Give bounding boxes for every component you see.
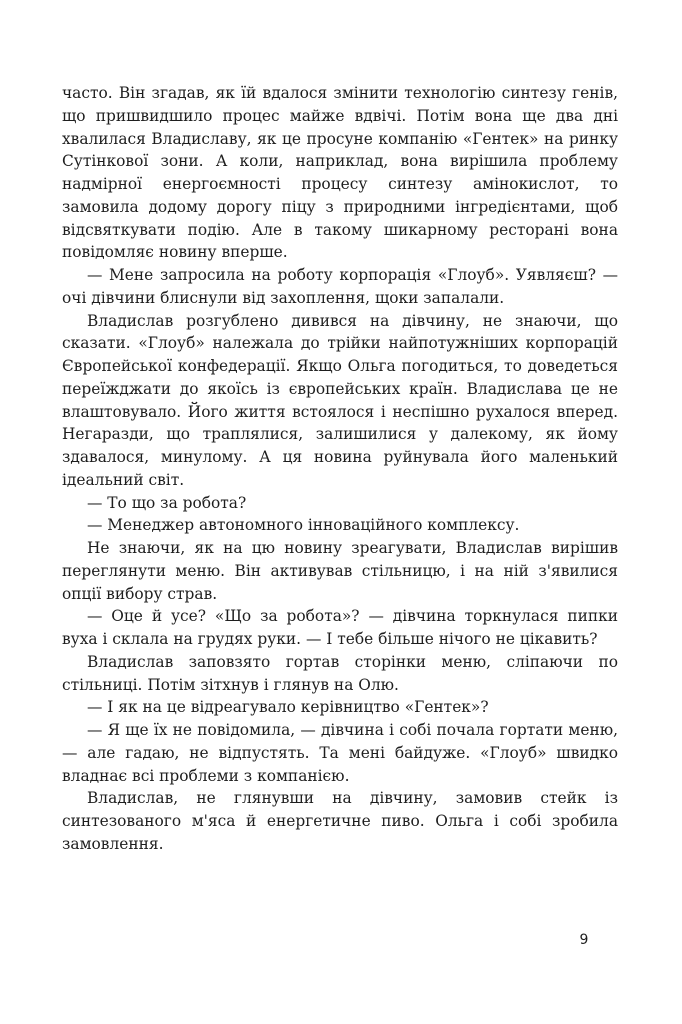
paragraph: часто. Він згадав, як їй вдалося змінити технологію синтезу генів, що пришвидшило процес майже вдвічі. Потім вона ще два дні хвалилася Владиславу, як це просуне компанію «Гентек» на ринку Сутінкової зони. А коли, наприклад, вона вирішила проблему надмірної енергоємності процесу синтезу амінокислот, то замовила додому дорогу піцу з природними інгредієнтами, щоб відсвяткувати подію. Але в такому шикарному ресторані вона повідомляє новину вперше. xyxy=(62,84,618,262)
paragraph: — То що за робота? xyxy=(87,493,247,512)
paragraph: — І як на це відреагувало керівництво «Гентек»? xyxy=(87,698,489,717)
paragraph: Владислав заповзято гортав сторінки меню, сліпаючи по стільниці. Потім зітхнув і глянув на Олю. xyxy=(62,652,618,694)
body-text xyxy=(62,82,618,856)
paragraph: Владислав, не глянувши на дівчину, замовив стейк із синтезованого м'яса й енергетичне пиво. Ольга і собі зробила замовлення. xyxy=(62,789,618,853)
paragraph: — Мене запросила на роботу корпорація «Глоуб». Уявляєш? — очі дівчини блиснули від захоплення, щоки запалали. xyxy=(62,266,618,307)
page-number: 9 xyxy=(579,932,589,948)
paragraph: Владислав розгублено дивився на дівчину, не знаючи, що сказати. «Глоуб» належала до трійки найпотужніших корпорацій Європейської конфедерації. Якщо Ольга погодиться, то доведеться переїжджати до якоїсь із європейських країн. Владислава це не влаштовувало. Його життя встоялося і неспішно рухалося вперед. Негаразди, що траплялися, залишилися у далекому, як йому здавалося, минулому. А ця новина руйнувала його маленький ідеальний світ. xyxy=(62,311,618,489)
paragraph: — Менеджер автономного інноваційного комплексу. xyxy=(87,516,520,535)
paragraph: Не знаючи, як на цю новину зреагувати, Владислав вирішив переглянути меню. Він активував стільницю, і на ній з'явилися опції вибору страв. xyxy=(62,539,618,603)
paragraph: — Оце й усе? «Що за робота»? — дівчина торкнулася пипки вуха і склала на грудях руки. — І тебе більше нічого не цікавить? xyxy=(62,607,618,648)
paragraph: — Я ще їх не повідомила, — дівчина і собі почала гортати меню, — але гадаю, не відпустять. Та мені байдуже. «Глоуб» швидко владнає всі проблеми з компанією. xyxy=(62,721,618,785)
